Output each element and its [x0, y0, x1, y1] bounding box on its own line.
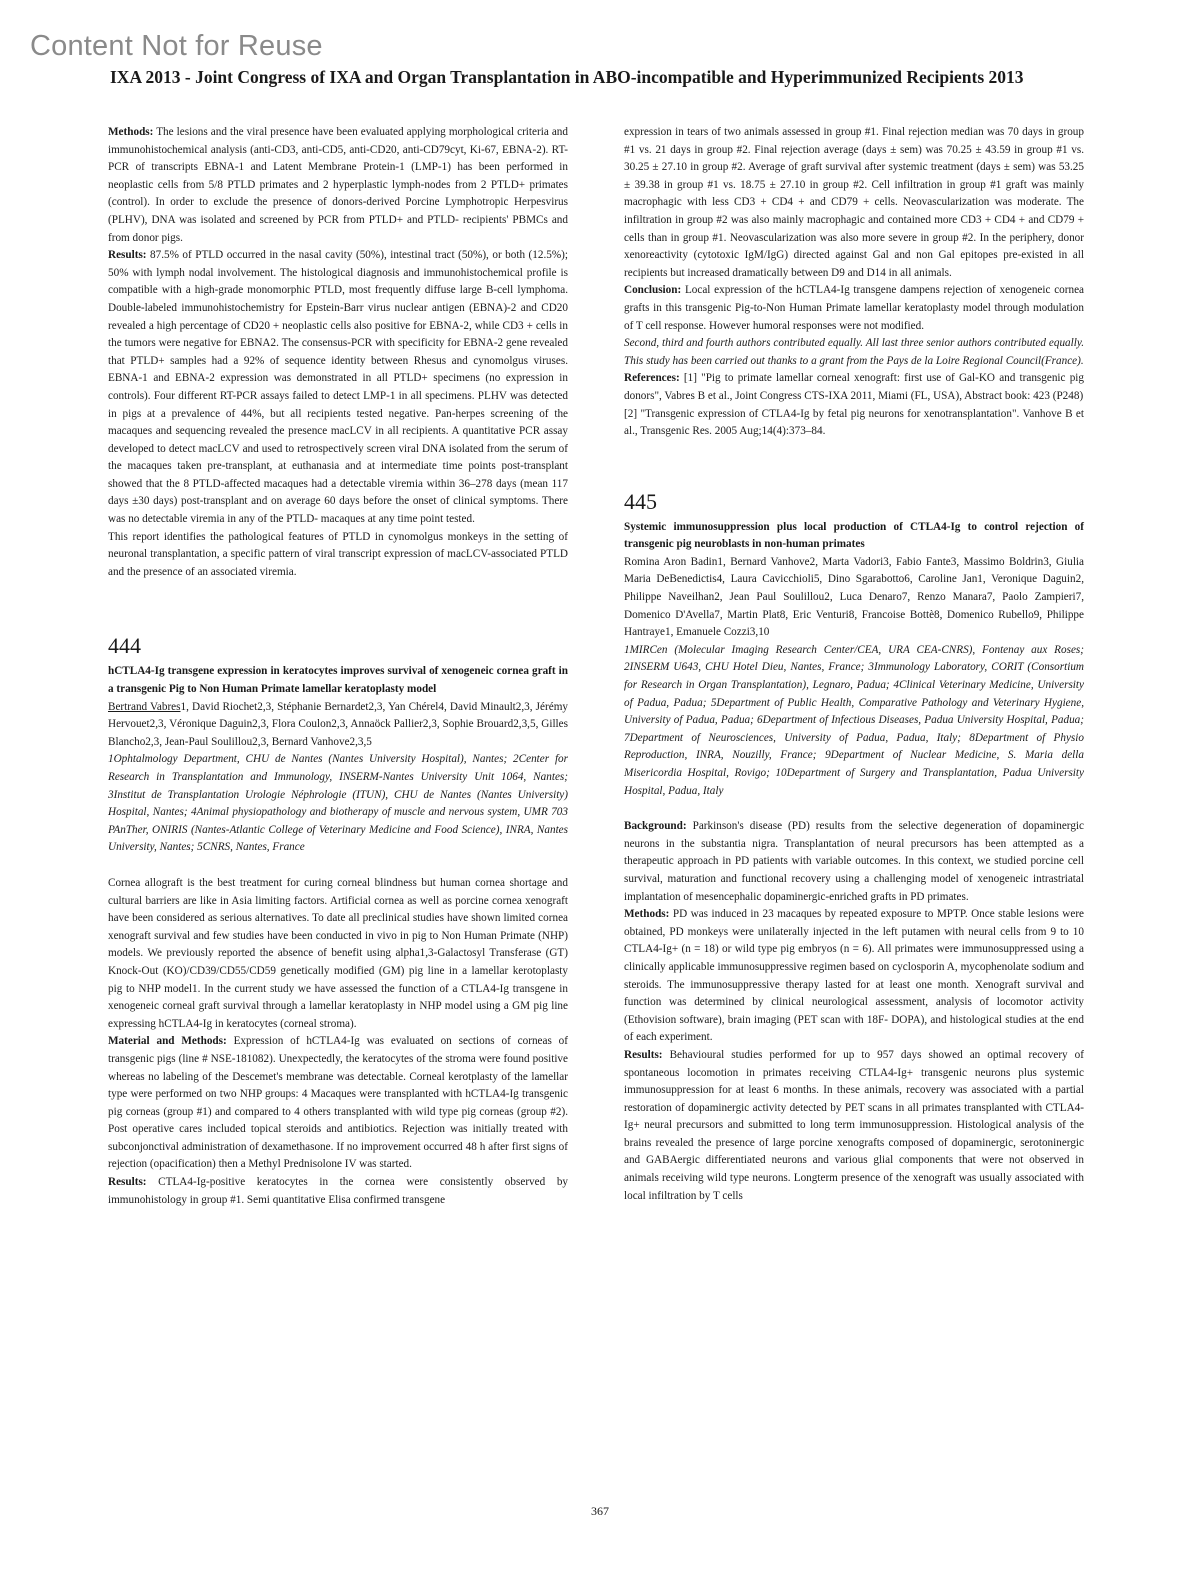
methods-text: PD was induced in 23 macaques by repeated exposure to MPTP. Once stable lesions were obtained, PD monkeys were unilaterally injected in the left putamen with neural cells from 9 to 10 CTLA4-Ig+ (n = 18) or wild type pig embryos (n = 6). All primates were immunosuppressed using a clinically applicable immunosuppressive regimen based on cyclosporin A, mycophenolate sodium and steroids. The immunosuppressive therapy lasted for at least one month. Xenograft survival and function was determined by clinical neurological assessment, analysis of locomotor activity (Ethovision software), brain imaging (PET scan with 18F- DOPA), and histological studies at the end of each experiment. [624, 908, 1085, 1044]
methods-label: Methods: [624, 908, 670, 921]
background-label: Background: [624, 820, 687, 833]
page-number: 367 [591, 1504, 609, 1518]
prev-results-paragraph [108, 247, 568, 529]
results-text: 87.5% of PTLD occurred in the nasal cavity (50%), intestinal tract (50%), or both (12.5%); 50% with lymph nodal involvement. The histological diagnosis and immunohistochemical profile is compatible with a high-grade monomorphic PTLD, most frequently diffuse large B-cell lymphoma. Double-labeled immunohistochemistry for Epstein-Barr virus nuclear antigen (EBNA)-2 and CD20 revealed a high percentage of CD20 + neoplastic cells also positive for EBNA-2, while CD3 + cells in the tumors were negative for EBNA2. The consensus-PCR with specificity for EBNA-2 gene revealed that PTLD+ samples had a 92% of sequence identity between Rhesus and cynomolgus viruses. EBNA-1 and EBNA-2 expression was demonstrated in all PTLD+ specimens (no expression in controls). Four different RT-PCR assays failed to detect LMP-1 in all specimens. PLHV was detected in pigs at a prevalence of 44%, but all recipients tested negative. Pan-herpes screening of the macaques and sequencing revealed the presence macLCV in all recipients. A quantitative PCR assay developed to detect macLCV and used to retrospectively screen viral DNA isolated from the serum of the macaques taken pre-transplant, at euthanasia and at intermediate time points post-transplant showed that the 8 PTLD-affected macaques had a detectable viremia within 36–278 days (mean 117 days ±30 days) post-transplant and on average 60 days before the onset of clinical symptoms. There was no detectable viremia in any of the PTLD- macaques at any time point tested. [108, 249, 568, 526]
abstract-444-title: hCTLA4-Ig transgene expression in keratocytes improves survival of xenogeneic cornea graft in a transgenic Pig to Non Human Primate lamellar keratoplasty model [108, 665, 568, 696]
abstract-445-results [624, 1047, 1084, 1205]
abstract-445-number: 445 [624, 488, 657, 514]
results-text: Behavioural studies performed for up to 957 days showed an optimal recovery of spontaneous locomotion in primates receiving CTLA4-Ig+ transgenic neurons plus systemic immunosuppression for at least 6 months. In these animals, recovery was associated with a partial restoration of dopaminergic activity detected by PET scans in all primates transplanted with CTLA4-Ig+ neural precursors and submitted to long term immunosuppression. Histological analysis of the brains revealed the presence of large porcine xenografts composed of dopaminergic, serotoninergic and GABAergic differentiated neurons and various glial components that were not observed in animals receiving wild type neurons. Longterm presence of the xenograft was usually associated with local infiltration by T cells [624, 1048, 1085, 1202]
results-label: Results: [108, 249, 147, 262]
abstract-445-authors: Romina Aron Badin1, Bernard Vanhove2, Marta Vadori3, Fabio Fante3, Massimo Boldrin3, Giulia Maria DeBenedictis4, Laura Cavicchioli5, Dino Sgarabotto6, Caroline Jan1, Veronique Daguin2, Philippe Naveilhan2, Jean Paul Soulillou2, Luca Denaro7, Renzo Manara7, Paolo Zampieri7, Domenico D'Avella7, Martin Plat8, Eric Venturi8, Francoise Bottè8, Domenico Rubello9, Philippe Hantraye1, Emanuele Cozzi3,10 [624, 555, 1084, 639]
prev-closing-paragraph: This report identifies the pathological features of PTLD in cynomolgus monkeys in the setting of neuronal transplantation, a specific pattern of viral transcript expression of macLCV-associated PTLD and the presence of an associated viremia. [108, 530, 568, 578]
abstract-445-title: Systemic immunosuppression plus local production of CTLA4-Ig to control rejection of transgenic pig neuroblasts in non-human primates [624, 520, 1084, 551]
results-label: Results: [108, 1176, 147, 1189]
right-column [624, 124, 1084, 1205]
abstract-444-reference-2: [2] "Transgenic expression of CTLA4-Ig by fetal pig neurons for xenotransplantation". Vanhove B et al., Transgenic Res. 2005 Aug;14(4):373–84. [624, 407, 1084, 438]
results-text: CTLA4-Ig-positive keratocytes in the cornea were consistently observed by immunohistology in group #1. Semi quantitative Elisa confirmed transgene [108, 1176, 569, 1206]
abstract-444-results-continued: expression in tears of two animals assessed in group #1. Final rejection median was 70 days in group #1 vs. 21 days in group #2. Final rejection average (days ± sem) was 70.25 ± 43.59 in group #1 vs. 30.25 ± 27.10 in group #2. Average of graft survival after systemic treatment (days ± sem) was 53.25 ± 39.38 in group #1 vs. 18.75 ± 27.10 in group #2. Cell infiltration in group #1 graft was mainly macrophagic with less CD3 + CD4 + and CD79 + cells. Neovascularization was moderate. The infiltration in group #2 was also mainly macrophagic and contained more CD3 + CD4 + and CD79 + cells than in group #1. Neovascularization was also more severe in group #2. In the periphery, donor xenoreactivity (cytotoxic IgM/IgG) directed against Gal and non Gal epitopes pre-existed in all recipients but increased dramatically between D9 and D14 in all animals. [624, 126, 1084, 279]
abstract-445-methods [624, 906, 1084, 1047]
conclusion-label: Conclusion: [624, 284, 682, 297]
prev-methods-paragraph [108, 124, 568, 247]
watermark: Content Not for Reuse [30, 30, 323, 62]
materials-methods-label: Material and Methods: [108, 1035, 227, 1048]
results-label: Results: [624, 1048, 663, 1061]
reference-1: [1] "Pig to primate lamellar corneal xenograft: first use of Gal-KO and transgenic pig donors", Vabres B et al., Joint Congress CTS-IXA 2011, Miami (FL, USA), Abstract book: 423 (P248) [624, 372, 1084, 402]
abstract-444-results-start [108, 1174, 568, 1209]
abstract-444-note: Second, third and fourth authors contributed equally. All last three senior authors contributed equally. This study has been carried out thanks to a grant from the Pays de la Loire Regional Council(France). [624, 337, 1084, 367]
abstract-445-affiliations: 1MIRCen (Molecular Imaging Research Center/CEA, URA CEA-CNRS), Fontenay aux Roses; 2INSERM U643, CHU Hotel Dieu, Nantes, France; 3Immunology Laboratory, CORIT (Consortium for Research in Organ Transplantation), Legnaro, Padua; 4Clinical Veterinary Medicine, University of Padua, Padua; 5Department of Public Health, Comparative Pathology and Veterinary Hygiene, University of Padua, Padua; 6Department of Infectious Diseases, Padua University Hospital, Padua; 7Department of Neurosciences, University of Padua, Padua, Italy; 8Department of Physio Reproduction, INRA, Nouzilly, France; 9Department of Nuclear Medicine, S. Maria della Misericordia Hospital, Rovigo; 10Department of Surgery and Transplantation, Padua University Hospital, Padua, Italy [624, 643, 1084, 797]
background-text: Parkinson's disease (PD) results from the selective degeneration of dopaminergic neurons in the substantia nigra. Transplantation of neural precursors has been attempted as a therapeutic approach in PD patients with variable outcomes. In this context, we studied porcine cell survival, maturation and functional recovery using a challenging model of xenogeneic intrastriatal implantation of mesencephalic dopaminergic-enriched grafts in PD primates. [624, 820, 1085, 903]
abstract-444-conclusion [624, 282, 1084, 335]
conclusion-text: Local expression of the hCTLA4-Ig transgene dampens rejection of xenogeneic cornea grafts in this transgenic Pig-to-Non Human Primate lamellar keratoplasty model through modulation of T cell response. However humoral responses were not modified. [624, 284, 1085, 332]
references-label: References: [624, 372, 680, 385]
abstract-444-affiliations: 1Ophtalmology Department, CHU de Nantes (Nantes University Hospital), Nantes; 2Center for Research in Transplantation and Immunology, INSERM-Nantes University Unit 1064, Nantes; 3Institut de Transplantation Urologie Néphrologie (ITUN), CHU de Nantes (Nantes University) Hospital, Nantes; 4Animal physiopathology and biotherapy of muscle and nervous system, UMR 703 PAnTher, ONIRIS (Nantes-Atlantic College of Veterinary Medicine and Food Science), INRA, Nantes University, Nantes; 5CNRS, Nantes, France [108, 753, 568, 854]
journal-header-title: IXA 2013 - Joint Congress of IXA and Organ Transplantation in ABO-incompatible and Hyperimmunized Recipients 2013 [110, 67, 1024, 87]
materials-methods-text: Expression of hCTLA4-Ig was evaluated on sections of corneas of transgenic pigs (line # NSE-181082). Unexpectedly, the keratocytes of the stroma were found positive whereas no labeling of the Descemet's membrane was detectable. Corneal kerotplasty of the lamellar type were performed on two NHP groups: 4 Macaques were transplanted with hCTLA4-Ig transgenic pig corneas (group #1) and compared to 4 others transplanted with wild type pig corneas (group #2). Post operative cares included topical steroids and antibiotics. Rejection was initially treated with subconjonctival administration of dexamethasone. If no improvement occurred 48 h after first signs of rejection (opacification) then a Methyl Prednisolone IV was started. [108, 1035, 569, 1171]
abstract-444-number: 444 [108, 633, 141, 659]
methods-label: Methods: [108, 126, 154, 138]
authors-rest: 1, David Riochet2,3, Stéphanie Bernardet2,3, Yan Chérel4, David Minault2,3, Jérémy Hervouet2,3, Véronique Daguin2,3, Flora Coulon2,3, Annaöck Pallier2,3, Sophie Brouard2,3,5, Gilles Blancho2,3, Jean-Paul Soulillou2,3, Bernard Vanhove2,3,5 [108, 700, 568, 748]
abstract-444-authors [108, 699, 568, 752]
abstract-444-references [624, 370, 1084, 405]
methods-text: The lesions and the viral presence have been evaluated applying morphological criteria and immunohistochemical analysis (anti-CD3, anti-CD5, anti-CD20, anti-CD79cyt, Ki-67, EBNA-2). RT-PCR of transcripts EBNA-1 and Latent Membrane Protein-1 (LMP-1) has been performed in neoplastic cells from 5/8 PTLD primates and 2 hyperplastic lymph-nodes from 2 PTLD+ primates (control). In order to exclude the presence of donors-derived Porcine Lymphotropic Herpesvirus (PLHV), DNA was isolated and screened by PCR from PTLD+ and PTLD- recipients' PBMCs and from donor pigs. [108, 126, 568, 244]
abstract-444-materials-methods [108, 1033, 568, 1174]
abstract-444-intro: Cornea allograft is the best treatment for curing corneal blindness but human cornea shortage and cultural barriers are like in Asia limiting factors. Artificial cornea as well as porcine cornea xenograft have been considered as serious alternatives. To date all preclinical studies have shown limited cornea xenograft survival and few studies have been conducted in vivo in pig to Non Human Primate (NHP) models. We previously reported the absence of benefit using alpha1,3-Galactosyl Transferase (GT) Knock-Out (KO)/CD39/CD55/CD59 genetically modified (GM) pig line in a lamellar kerotoplasty pig to NHP model1. In the current study we have assessed the function of a CTLA4-Ig transgene in xenogeneic corneal graft survival through a lamellar keratoplasty in NHP model using a GM pig line expressing hCTLA4-Ig in keratocytes (corneal stroma). [108, 876, 568, 1030]
abstract-445-background [624, 818, 1084, 906]
first-author: Bertrand Vabres [108, 700, 181, 713]
left-column [108, 124, 568, 1209]
